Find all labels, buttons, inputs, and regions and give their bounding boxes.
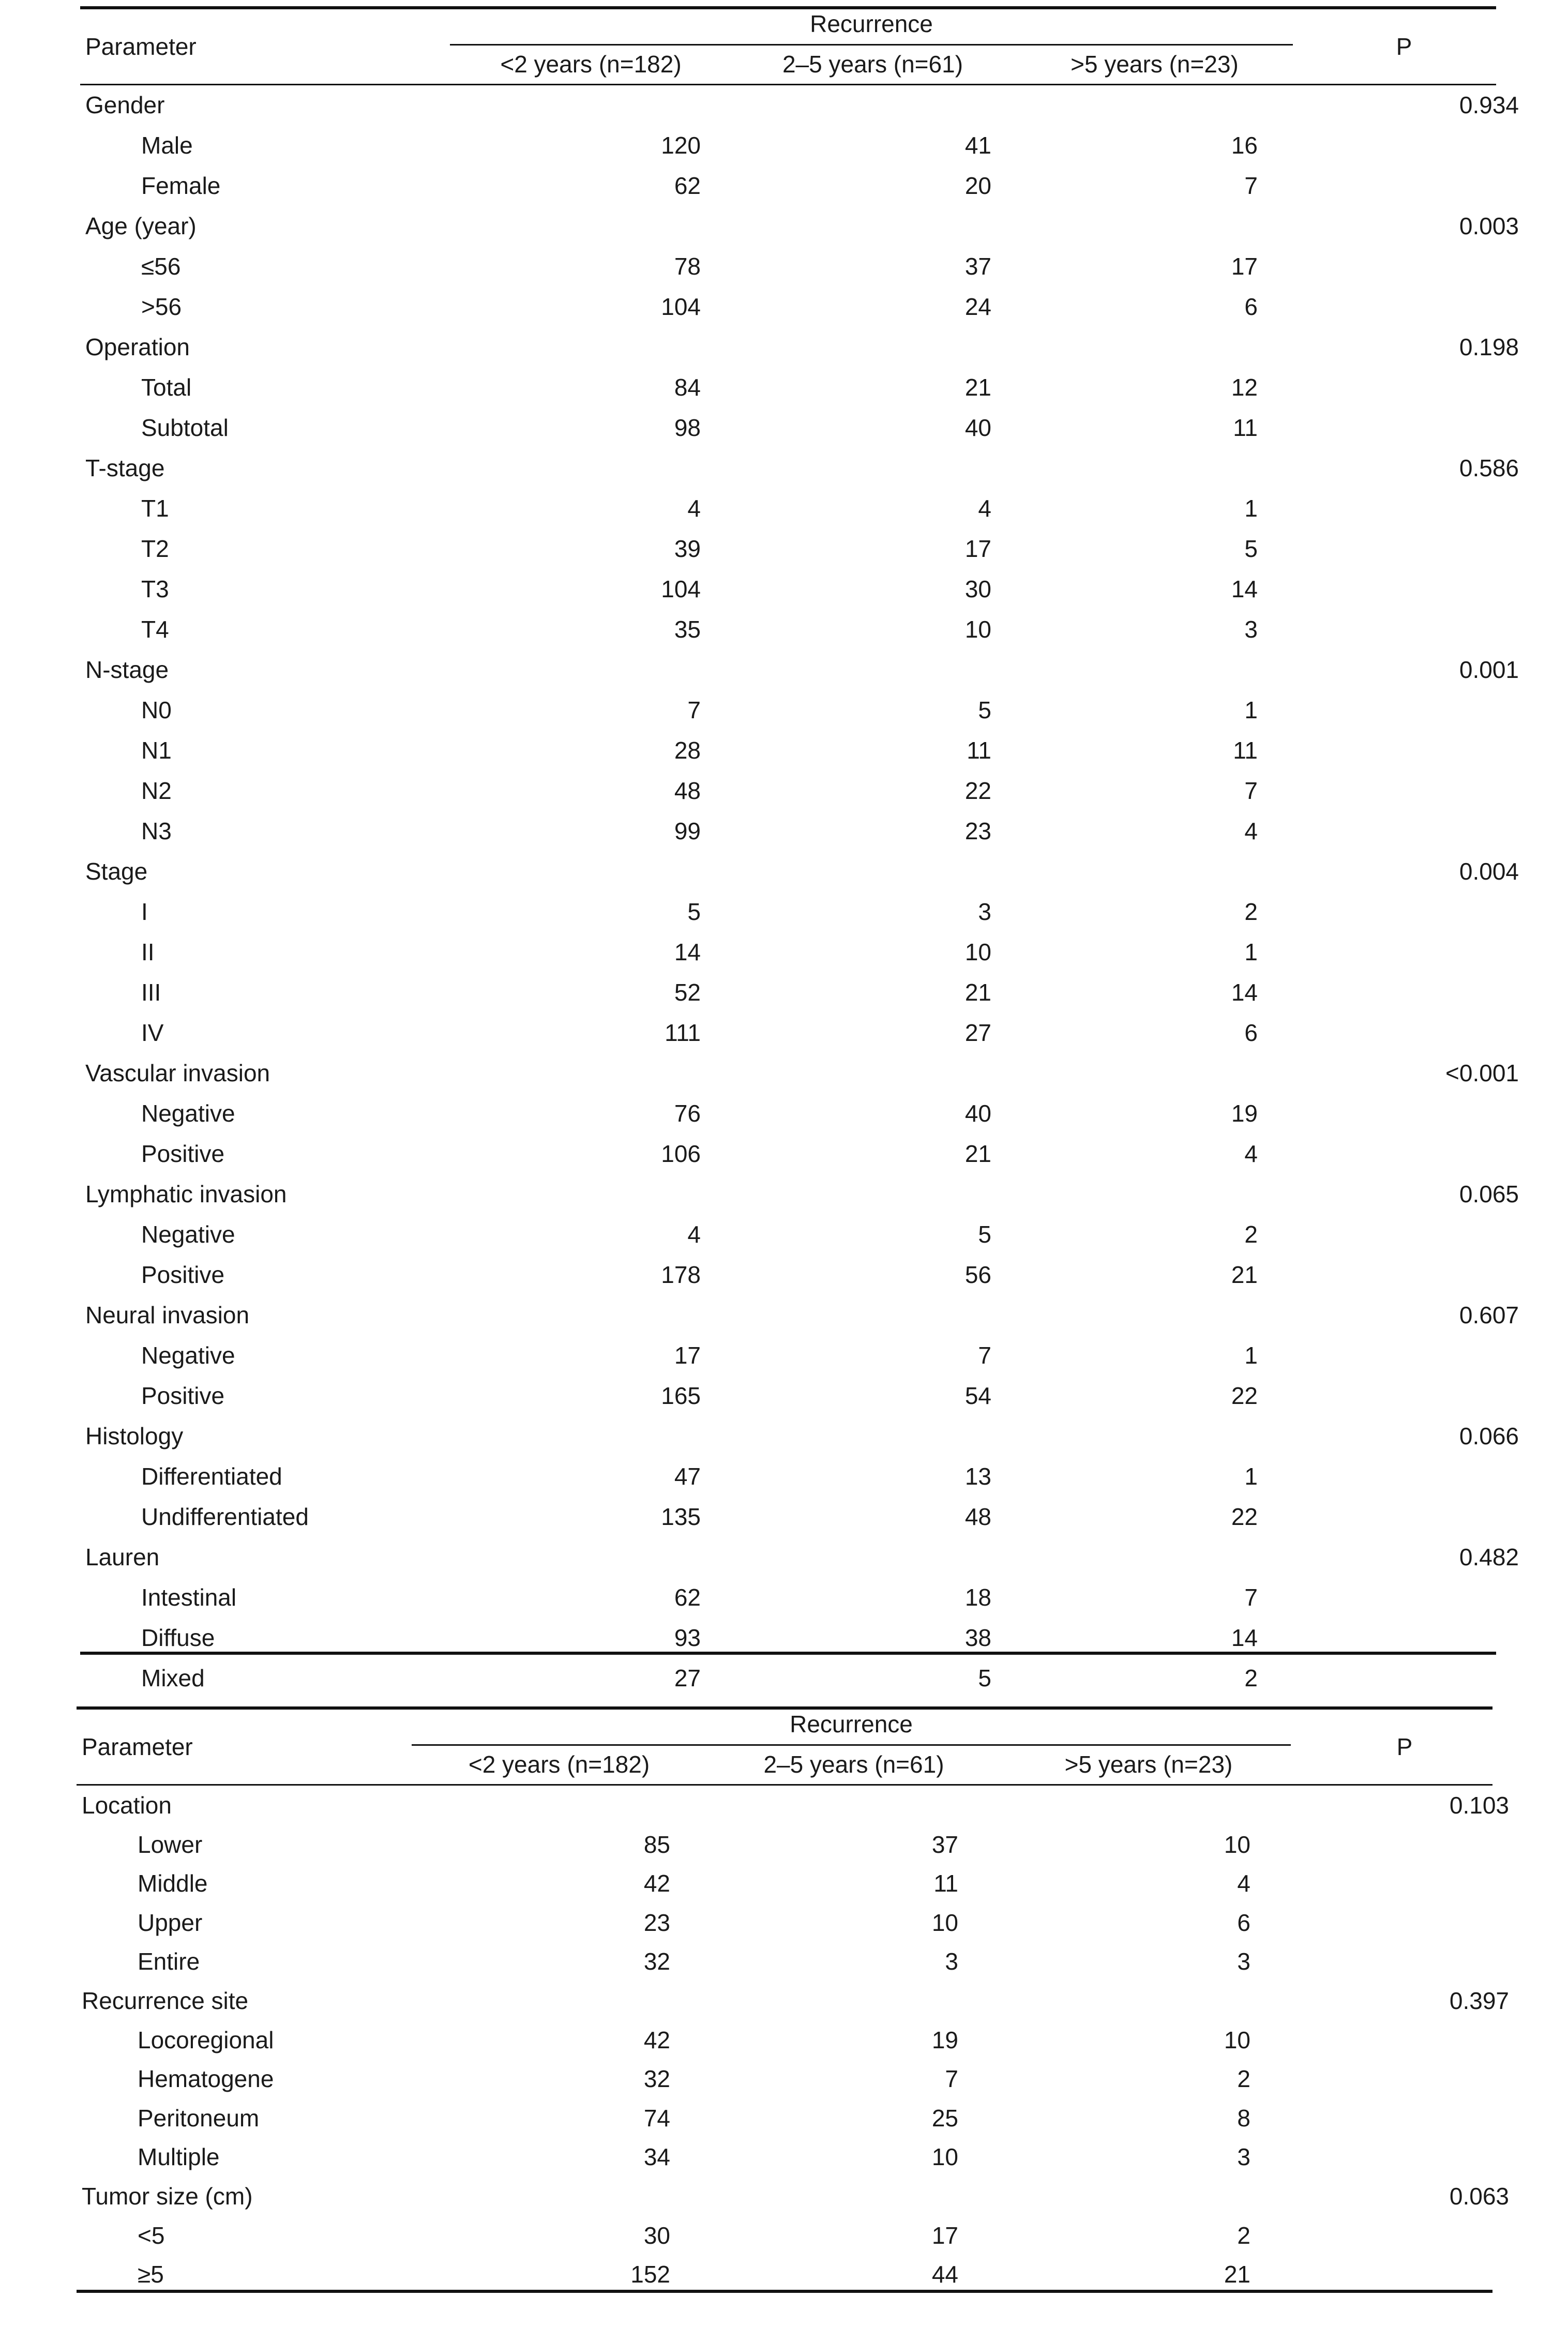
cell-lt2-years: 62 (674, 172, 701, 199)
cell-2to5-years: 7 (945, 2065, 958, 2093)
cell-lt2-years: 4 (687, 495, 701, 522)
header-col-2to5: 2–5 years (n=61) (763, 1751, 944, 1778)
table-row-subitem (80, 167, 1496, 206)
header-recurrence: Recurrence (790, 1711, 913, 1737)
table-row-subitem (80, 127, 1496, 166)
cell-lt2-years: 39 (674, 535, 701, 562)
table-row-group (77, 1982, 1509, 2021)
table-row-subitem (80, 1095, 1496, 1134)
cell-2to5-years: 3 (945, 1948, 958, 1975)
row-label: Age (year) (85, 213, 197, 239)
row-label: Neural invasion (85, 1302, 250, 1328)
cell-gt5-years: 1 (1244, 495, 1258, 522)
cell-gt5-years: 7 (1244, 1584, 1258, 1611)
table-row-subitem (80, 288, 1496, 327)
table-row-group (80, 207, 1519, 247)
cell-2to5-years: 40 (964, 414, 991, 441)
row-sublabel: <5 (138, 2222, 165, 2249)
cell-lt2-years: 165 (661, 1382, 701, 1409)
cell-2to5-years: 5 (978, 697, 991, 723)
header-p: P (1396, 33, 1412, 60)
cell-lt2-years: 28 (674, 737, 701, 764)
cell-p-value: 0.586 (1459, 455, 1519, 481)
header-recurrence-rule (450, 44, 1293, 46)
table-row-subitem (80, 248, 1496, 287)
row-sublabel: Negative (141, 1100, 235, 1127)
cell-lt2-years: 74 (643, 2104, 670, 2132)
row-label: Gender (85, 92, 165, 118)
cell-lt2-years: 32 (643, 1948, 670, 1975)
cell-2to5-years: 17 (931, 2222, 958, 2249)
row-sublabel: T2 (141, 535, 169, 562)
row-sublabel: T3 (141, 576, 169, 602)
table-row-subitem (80, 772, 1496, 811)
table-row-subitem (80, 1216, 1496, 1255)
cell-2to5-years: 25 (931, 2104, 958, 2132)
cell-lt2-years: 7 (687, 697, 701, 723)
cell-lt2-years: 23 (643, 1909, 670, 1936)
cell-lt2-years: 120 (661, 132, 701, 159)
cell-2to5-years: 40 (964, 1100, 991, 1127)
table-row-subitem (77, 2060, 1492, 2099)
row-sublabel: Middle (138, 1870, 208, 1897)
cell-p-value: 0.065 (1459, 1181, 1519, 1207)
cell-lt2-years: 135 (661, 1503, 701, 1530)
table-2-header-rule (77, 1784, 1492, 1786)
cell-lt2-years: 32 (643, 2065, 670, 2093)
cell-2to5-years: 10 (964, 616, 991, 643)
cell-lt2-years: 104 (661, 576, 701, 602)
cell-p-value: 0.607 (1459, 1302, 1519, 1328)
row-sublabel: Differentiated (141, 1463, 282, 1490)
row-sublabel: Entire (138, 1948, 200, 1975)
table-row-subitem (80, 490, 1496, 529)
row-label: Histology (85, 1423, 184, 1449)
cell-lt2-years: 78 (674, 253, 701, 280)
cell-lt2-years: 4 (687, 1221, 701, 1248)
cell-2to5-years: 5 (978, 1221, 991, 1248)
row-sublabel: Mixed (141, 1665, 205, 1691)
cell-2to5-years: 3 (978, 898, 991, 925)
table-row-subitem (80, 1377, 1496, 1416)
cell-gt5-years: 11 (1233, 737, 1258, 764)
cell-lt2-years: 84 (674, 374, 701, 401)
row-sublabel: Female (141, 172, 221, 199)
cell-gt5-years: 2 (1244, 1665, 1258, 1691)
row-sublabel: Negative (141, 1221, 235, 1248)
cell-lt2-years: 85 (643, 1831, 670, 1858)
cell-lt2-years: 47 (674, 1463, 701, 1490)
cell-2to5-years: 5 (978, 1665, 991, 1691)
cell-lt2-years: 42 (643, 1870, 670, 1897)
row-sublabel: Locoregional (138, 2026, 274, 2053)
row-sublabel: Undifferentiated (141, 1503, 309, 1530)
cell-gt5-years: 21 (1224, 2261, 1250, 2288)
row-sublabel: Peritoneum (138, 2104, 260, 2132)
cell-p-value: 0.934 (1459, 92, 1519, 118)
cell-lt2-years: 34 (643, 2143, 670, 2171)
row-sublabel: Intestinal (141, 1584, 237, 1611)
cell-gt5-years: 2 (1237, 2065, 1250, 2093)
cell-gt5-years: 10 (1224, 1831, 1250, 1858)
cell-lt2-years: 17 (674, 1342, 701, 1369)
cell-gt5-years: 8 (1237, 2104, 1250, 2132)
row-label: N-stage (85, 656, 169, 683)
cell-lt2-years: 178 (661, 1261, 701, 1288)
table-row-group (80, 1175, 1519, 1215)
table-row-subitem (77, 2138, 1492, 2178)
cell-lt2-years: 93 (674, 1624, 701, 1651)
table-row-subitem (80, 1579, 1496, 1618)
cell-2to5-years: 38 (964, 1624, 991, 1651)
cell-gt5-years: 6 (1244, 293, 1258, 320)
header-col-gt5: >5 years (n=23) (1071, 51, 1239, 78)
table-row-subitem (80, 1337, 1496, 1376)
table-row-subitem (80, 409, 1496, 448)
row-sublabel: N0 (141, 697, 172, 723)
cell-2to5-years: 10 (931, 2143, 958, 2171)
cell-p-value: 0.482 (1459, 1544, 1519, 1570)
cell-gt5-years: 4 (1244, 1140, 1258, 1167)
cell-lt2-years: 48 (674, 777, 701, 804)
row-sublabel: Lower (138, 1831, 203, 1858)
cell-gt5-years: 1 (1244, 697, 1258, 723)
cell-gt5-years: 4 (1237, 1870, 1250, 1897)
table-row-subitem (77, 1943, 1492, 1982)
cell-gt5-years: 1 (1244, 1463, 1258, 1490)
row-sublabel: Positive (141, 1382, 225, 1409)
cell-2to5-years: 4 (978, 495, 991, 522)
row-sublabel: Diffuse (141, 1624, 215, 1651)
cell-gt5-years: 11 (1233, 414, 1258, 441)
cell-2to5-years: 27 (964, 1019, 991, 1046)
cell-2to5-years: 22 (964, 777, 991, 804)
row-label: Lymphatic invasion (85, 1181, 287, 1207)
cell-p-value: 0.103 (1449, 1792, 1509, 1819)
header-p: P (1396, 1733, 1413, 1760)
row-sublabel: Subtotal (141, 414, 229, 441)
header-recurrence: Recurrence (810, 10, 933, 37)
cell-gt5-years: 2 (1244, 1221, 1258, 1248)
table-row-subitem (80, 1458, 1496, 1497)
row-label: Lauren (85, 1544, 160, 1570)
cell-gt5-years: 22 (1231, 1503, 1258, 1530)
cell-gt5-years: 10 (1224, 2026, 1250, 2053)
row-label: Operation (85, 334, 190, 360)
cell-gt5-years: 16 (1231, 132, 1258, 159)
cell-gt5-years: 2 (1244, 898, 1258, 925)
table-row-subitem (77, 2099, 1492, 2139)
cell-gt5-years: 3 (1237, 2143, 1250, 2171)
cell-2to5-years: 21 (964, 979, 991, 1006)
cell-2to5-years: 54 (964, 1382, 991, 1409)
cell-2to5-years: 37 (931, 1831, 958, 1858)
row-sublabel: ≥5 (138, 2261, 164, 2288)
cell-gt5-years: 3 (1237, 1948, 1250, 1975)
table-2-bottom-rule (77, 2290, 1492, 2293)
table-row-subitem (80, 1498, 1496, 1537)
cell-2to5-years: 48 (964, 1503, 991, 1530)
row-label: Vascular invasion (85, 1060, 270, 1086)
table-row-subitem (77, 2021, 1492, 2061)
cell-gt5-years: 21 (1231, 1261, 1258, 1288)
cell-lt2-years: 99 (674, 818, 701, 844)
row-sublabel: ≤56 (141, 253, 181, 280)
cell-2to5-years: 23 (964, 818, 991, 844)
table-row-group (80, 1054, 1519, 1094)
row-sublabel: Positive (141, 1261, 225, 1288)
table-row-subitem (80, 369, 1496, 408)
cell-lt2-years: 42 (643, 2026, 670, 2053)
row-sublabel: N2 (141, 777, 172, 804)
row-sublabel: IV (141, 1019, 164, 1046)
cell-lt2-years: 152 (630, 2261, 670, 2288)
table-row-subitem (80, 530, 1496, 569)
cell-lt2-years: 111 (665, 1019, 701, 1046)
cell-2to5-years: 11 (967, 737, 991, 764)
cell-2to5-years: 13 (964, 1463, 991, 1490)
table-row-group (77, 1787, 1509, 1826)
cell-gt5-years: 5 (1244, 535, 1258, 562)
cell-lt2-years: 104 (661, 293, 701, 320)
table-1-header-rule (80, 84, 1496, 85)
cell-lt2-years: 30 (643, 2222, 670, 2249)
cell-2to5-years: 41 (964, 132, 991, 159)
header-col-gt5: >5 years (n=23) (1064, 1751, 1233, 1778)
header-parameter: Parameter (85, 33, 197, 60)
table-row-subitem (80, 611, 1496, 650)
table-row-group (80, 651, 1519, 690)
cell-gt5-years: 4 (1244, 818, 1258, 844)
cell-p-value: 0.063 (1449, 2183, 1509, 2210)
row-sublabel: III (141, 979, 161, 1006)
table-row-group (80, 86, 1519, 126)
table-row-subitem (80, 691, 1496, 731)
cell-gt5-years: 1 (1244, 1342, 1258, 1369)
table-row-subitem (77, 2256, 1492, 2295)
table-row-group (80, 449, 1519, 489)
row-sublabel: Upper (138, 1909, 203, 1936)
cell-p-value: 0.001 (1459, 656, 1519, 683)
table-row-subitem (80, 933, 1496, 973)
cell-2to5-years: 30 (964, 576, 991, 602)
table-row-group (80, 853, 1519, 892)
cell-2to5-years: 10 (931, 1909, 958, 1936)
cell-2to5-years: 11 (933, 1870, 958, 1897)
cell-gt5-years: 12 (1231, 374, 1258, 401)
table-row-subitem (80, 812, 1496, 852)
row-sublabel: N3 (141, 818, 172, 844)
table-row-subitem (77, 1826, 1492, 1865)
table-row-subitem (77, 2217, 1492, 2256)
cell-2to5-years: 17 (964, 535, 991, 562)
row-sublabel: N1 (141, 737, 172, 764)
cell-lt2-years: 52 (674, 979, 701, 1006)
header-parameter: Parameter (82, 1733, 193, 1760)
cell-lt2-years: 35 (674, 616, 701, 643)
cell-2to5-years: 19 (931, 2026, 958, 2053)
table-row-subitem (80, 570, 1496, 610)
table-1-bottom-rule (80, 1652, 1496, 1655)
cell-p-value: <0.001 (1445, 1060, 1519, 1086)
table-row-group (80, 1296, 1519, 1336)
row-sublabel: I (141, 898, 148, 925)
cell-gt5-years: 3 (1244, 616, 1258, 643)
cell-2to5-years: 21 (964, 1140, 991, 1167)
row-label: Stage (85, 858, 148, 885)
table-row-subitem (77, 1865, 1492, 1904)
cell-lt2-years: 76 (674, 1100, 701, 1127)
row-sublabel: Multiple (138, 2143, 220, 2171)
table-row-subitem (80, 1659, 1496, 1699)
cell-lt2-years: 27 (674, 1665, 701, 1691)
cell-2to5-years: 21 (964, 374, 991, 401)
cell-2to5-years: 20 (964, 172, 991, 199)
row-sublabel: Hematogene (138, 2065, 274, 2093)
table-row-group (77, 2178, 1509, 2217)
header-col-2to5: 2–5 years (n=61) (782, 51, 963, 78)
table-row-group (80, 1417, 1519, 1457)
cell-gt5-years: 7 (1244, 777, 1258, 804)
header-col-lt2: <2 years (n=182) (500, 51, 682, 78)
cell-gt5-years: 14 (1231, 576, 1258, 602)
cell-lt2-years: 106 (661, 1140, 701, 1167)
row-sublabel: >56 (141, 293, 182, 320)
cell-gt5-years: 6 (1244, 1019, 1258, 1046)
cell-p-value: 0.397 (1449, 1987, 1509, 2014)
cell-gt5-years: 14 (1231, 979, 1258, 1006)
cell-2to5-years: 24 (964, 293, 991, 320)
cell-lt2-years: 98 (674, 414, 701, 441)
row-label: Tumor size (cm) (82, 2183, 253, 2210)
cell-2to5-years: 7 (978, 1342, 991, 1369)
cell-2to5-years: 37 (964, 253, 991, 280)
table-row-subitem (77, 1904, 1492, 1943)
cell-gt5-years: 14 (1231, 1624, 1258, 1651)
cell-lt2-years: 5 (687, 898, 701, 925)
row-sublabel: Male (141, 132, 193, 159)
cell-2to5-years: 18 (964, 1584, 991, 1611)
cell-p-value: 0.003 (1459, 213, 1519, 239)
header-col-lt2: <2 years (n=182) (468, 1751, 650, 1778)
table-row-group (80, 1538, 1519, 1578)
cell-gt5-years: 2 (1237, 2222, 1250, 2249)
cell-2to5-years: 44 (931, 2261, 958, 2288)
cell-gt5-years: 17 (1231, 253, 1258, 280)
cell-gt5-years: 19 (1231, 1100, 1258, 1127)
row-sublabel: Positive (141, 1140, 225, 1167)
table-row-subitem (80, 1135, 1496, 1174)
header-recurrence-rule (412, 1744, 1291, 1746)
table-row-subitem (80, 1014, 1496, 1053)
row-label: Location (82, 1792, 172, 1819)
row-sublabel: T1 (141, 495, 169, 522)
cell-lt2-years: 62 (674, 1584, 701, 1611)
table-row-subitem (80, 893, 1496, 932)
row-sublabel: Total (141, 374, 192, 401)
row-sublabel: T4 (141, 616, 169, 643)
cell-lt2-years: 14 (674, 939, 701, 965)
table-row-subitem (80, 974, 1496, 1013)
cell-gt5-years: 7 (1244, 172, 1258, 199)
table-row-group (80, 328, 1519, 368)
row-sublabel: Negative (141, 1342, 235, 1369)
cell-p-value: 0.066 (1459, 1423, 1519, 1449)
cell-2to5-years: 10 (964, 939, 991, 965)
cell-gt5-years: 22 (1231, 1382, 1258, 1409)
cell-gt5-years: 6 (1237, 1909, 1250, 1936)
table-row-subitem (80, 732, 1496, 771)
cell-gt5-years: 1 (1244, 939, 1258, 965)
cell-p-value: 0.198 (1459, 334, 1519, 360)
row-sublabel: II (141, 939, 155, 965)
table-row-subitem (80, 1256, 1496, 1295)
cell-2to5-years: 56 (964, 1261, 991, 1288)
row-label: Recurrence site (82, 1987, 249, 2014)
row-label: T-stage (85, 455, 165, 481)
cell-p-value: 0.004 (1459, 858, 1519, 885)
